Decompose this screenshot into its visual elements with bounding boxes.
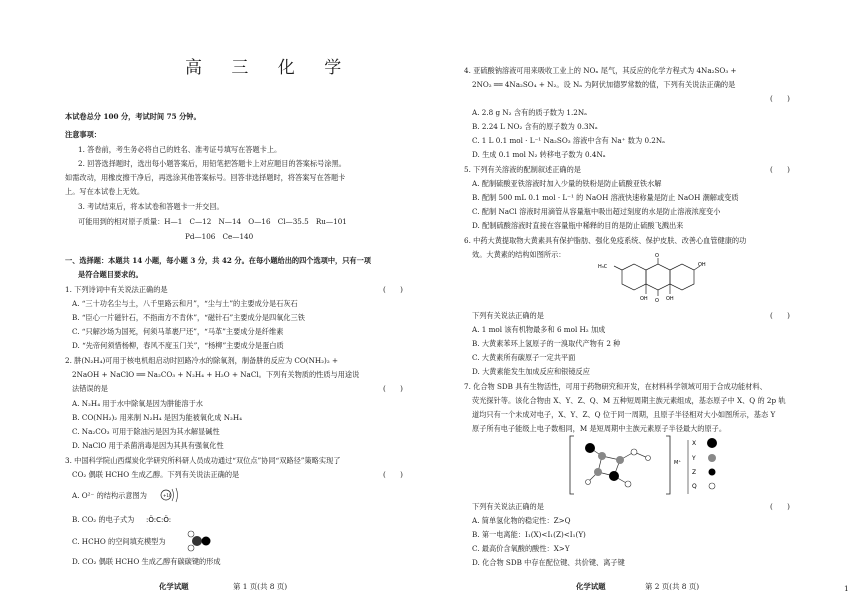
option: B. 第一电离能：I₁(X)<I₁(Z)<I₁(Y) (472, 530, 586, 539)
legend-label-q: Q (692, 483, 697, 490)
atomic-mass-line: 可能用到的相对原子质量：H—1 C—12 N—14 O—16 Cl—35.5 Ru—101 (78, 217, 347, 226)
legend-label-y: Y (692, 455, 696, 462)
option: A. “三十功名尘与土，八千里路云和月”，“尘与土”的主要成分是石灰石 (72, 299, 298, 308)
question-stem: 道均只有一个未成对电子，X、Y、Z、Q 位于同一周期，且原子半径相对大小如图所示，基态 Y (472, 410, 776, 419)
legend-label-z: Z (692, 469, 697, 476)
page-title: 高 三 化 学 (185, 58, 354, 78)
option: C. “只解沙场为国死，何须马革裹尸还”，“马革”主要成分是纤维素 (72, 327, 284, 336)
option: D. 大黄素能发生加成反应和银镜反应 (472, 367, 590, 376)
option: D. 化合物 SDB 中存在配位键、共价键、离子键 (472, 558, 625, 567)
option: C. 1 L 0.1 mol · L⁻¹ Na₂SO₃ 溶液中含有 Na⁺ 数为 0.2Nₐ (472, 136, 665, 145)
question-stem: 效。大黄素的结构如图所示： (472, 250, 566, 259)
exam-info: 本试卷总分 100 分，考试时间 75 分钟。 (65, 112, 201, 121)
option: D. 生成 0.1 mol N₂ 转移电子数为 0.4Nₐ (472, 150, 606, 159)
oxygen-label: O (655, 298, 659, 304)
hydroxyl-label: OH (666, 296, 674, 302)
option: A. 2.8 g N₂ 含有的质子数为 1.2Nₐ (472, 108, 587, 117)
svg-text::Ö:C:Ö:: :Ö:C:Ö: (146, 516, 172, 524)
atomic-mass-line: Pd—106 Ce—140 (185, 232, 254, 241)
answer-paren: ( ) (770, 502, 790, 511)
option: B. CO₂ 的电子式为 (72, 515, 135, 524)
option: B. 配制 500 mL 0.1 mol · L⁻¹ 的 NaOH 溶液快速称量是防止 NaOH 潮解或变质 (472, 193, 739, 202)
hcho-space-filling-model (183, 530, 215, 552)
option: B. “臣心一片磁针石，不指南方不肯休”，“磁针石”主要成分是四氧化三铁 (72, 313, 305, 322)
svg-text:+10: +10 (163, 493, 172, 498)
co2-electron-dot-diagram (146, 514, 176, 524)
emodin-structure-diagram (598, 253, 710, 310)
notice-line: 3. 考试结束后，将本试卷和答题卡一并交回。 (78, 202, 224, 211)
footer-subject: 化学试题 (159, 582, 189, 591)
answer-paren: ( ) (770, 311, 790, 320)
option: C. 配制 NaCl 溶液时用滴管从容量瓶中吸出超过刻度的水是防止溶液浓度变小 (472, 207, 721, 216)
option: C. 最高价含氧酸的酸性：X>Y (472, 544, 570, 553)
question-stem: 2. 肼(N₂H₄)可用于核电机组启动时回路冷水的除氧剂，制备肼的反应为 CO(NH₂)₂ + (65, 356, 339, 365)
section-heading: 一、选择题：本题共 14 小题，每小题 3 分，共 42 分。在每小题给出的四个选项中，只有一项 (65, 256, 371, 265)
question-stem: 3. 中国科学院山西煤炭化学研究所科研人员成功通过“双位点”协同“双路径”策略实现了 (65, 456, 341, 465)
option: C. Na₂CO₃ 可用于除油污是因为其水解显碱性 (72, 427, 220, 436)
option: A. 1 mol 该有机物最多和 6 mol H₂ 加成 (472, 325, 606, 334)
question-stem: 原子所有电子能级上电子数相同，M 是短周期中主族元素原子半径最大的原子。 (472, 424, 727, 433)
option: A. 配制硫酸亚铁溶液时加入少量的铁粉是防止硫酸亚铁水解 (472, 179, 662, 188)
question-stem: 4. 亚硫酸钠溶液可用来吸收工业上的 NOₓ 尾气，其反应的化学方程式为 4Na₂SO₃ + (464, 66, 737, 75)
option: A. O²⁻ 的结构示意图为 (72, 491, 147, 500)
oxygen-label: O (655, 253, 659, 259)
hydroxyl-label: OH (640, 296, 648, 302)
m-ion-label: M⁺ (674, 460, 681, 466)
legend-label-x: X (692, 440, 697, 447)
option: C. 大黄素所有碳原子一定共平面 (472, 353, 576, 362)
answer-paren: ( ) (770, 165, 790, 174)
question-stem: 1. 下列诗词中有关说法正确的是 (65, 285, 168, 294)
option: B. 2.24 L NO₂ 含有的原子数为 0.3Nₐ (472, 122, 598, 131)
notice-line: 1. 答卷前，考生务必将自己的姓名、准考证号填写在答题卡上。 (78, 145, 282, 154)
option: B. CO(NH₂)₂ 用来制 N₂H₄ 是因为能被氧化成 N₂H₄ (72, 413, 243, 422)
oxygen-ion-structure-diagram (160, 486, 182, 504)
footer-page-number: 第 2 页(共 8 页) (645, 582, 700, 591)
section-heading-cont: 是符合题目要求的。 (78, 270, 143, 279)
question-stem: 2NO₂ ══ 4Na₂SO₄ + N₂。设 Nₐ 为阿伏加德罗常数的值，下列有关说法正确的是 (472, 80, 736, 89)
question-stem: 下列有关说法正确的是 (472, 502, 544, 511)
option: D. 配制硫酸溶液时直接在容量瓶中稀释的目的是防止硫酸飞溅出来 (472, 221, 684, 230)
question-stem: 下列有关说法正确的是 (472, 311, 544, 320)
option: D. NaClO 用于杀菌消毒是因为其具有强氧化性 (72, 441, 224, 450)
footer-page-number: 第 1 页(共 8 页) (233, 582, 288, 591)
notice-line: 如需改动，用橡皮擦干净后，再选涂其他答案标号。回答非选择题时，将答案写在答题卡 (65, 173, 346, 182)
option: A. N₂H₄ 用于水中除氧是因为肼能溶于水 (72, 399, 203, 408)
methyl-label: H₃C (598, 264, 608, 270)
notice-line: 上。写在本试卷上无效。 (65, 187, 145, 196)
option: D. CO₂ 偶联 HCHO 生成乙醇有碳碳键的形成 (72, 557, 221, 566)
hydroxyl-label: OH (698, 262, 706, 268)
option: D. “先帝何须惜杨柳，春风不度玉门关”，“杨柳”主要成分是蛋白质 (72, 341, 284, 350)
question-stem: 荧光探针等。该化合物由 X、Y、Z、Q、M 五种短周期主族元素组成，基态原子中 X、Q 的 2p 轨 (472, 396, 786, 405)
option: A. 简单氢化物的稳定性：Z>Q (472, 516, 571, 525)
question-stem: CO₂ 偶联 HCHO 生成乙醇。下列有关说法正确的是 (72, 470, 240, 479)
footer-subject: 化学试题 (576, 582, 606, 591)
answer-paren: ( ) (383, 470, 403, 479)
question-stem: 5. 下列有关溶液的配制叙述正确的是 (464, 165, 581, 174)
answer-paren: ( ) (383, 384, 403, 393)
option: B. 大黄素苯环上氢原子的一溴取代产物有 2 种 (472, 339, 621, 348)
sheet-number: 1 (844, 584, 849, 593)
option: C. HCHO 的空间填充模型为 (72, 537, 166, 546)
question-stem: 2NaOH + NaClO ══ Na₂CO₃ + N₂H₄ + H₂O + NaCl。下列有关物质的性质与用途说 (72, 370, 360, 379)
answer-paren: ( ) (770, 94, 790, 103)
sdb-compound-model-diagram (570, 436, 730, 496)
question-stem: 6. 中药大黄提取物大黄素具有保护脂肪、强化免疫系统、保护皮肤、改善心血管健康的功 (464, 236, 747, 245)
answer-paren: ( ) (383, 285, 403, 294)
notice-heading: 注意事项： (65, 130, 101, 139)
question-stem: 7. 化合物 SDB 具有生物活性，可用于药物研究和开发，在材料科学领域可用于合成功能材料、 (464, 382, 767, 391)
question-stem: 法错误的是 (72, 384, 108, 393)
notice-line: 2. 回答选择题时，选出每小题答案后，用铅笔把答题卡上对应题目的答案标号涂黑。 (78, 159, 346, 168)
